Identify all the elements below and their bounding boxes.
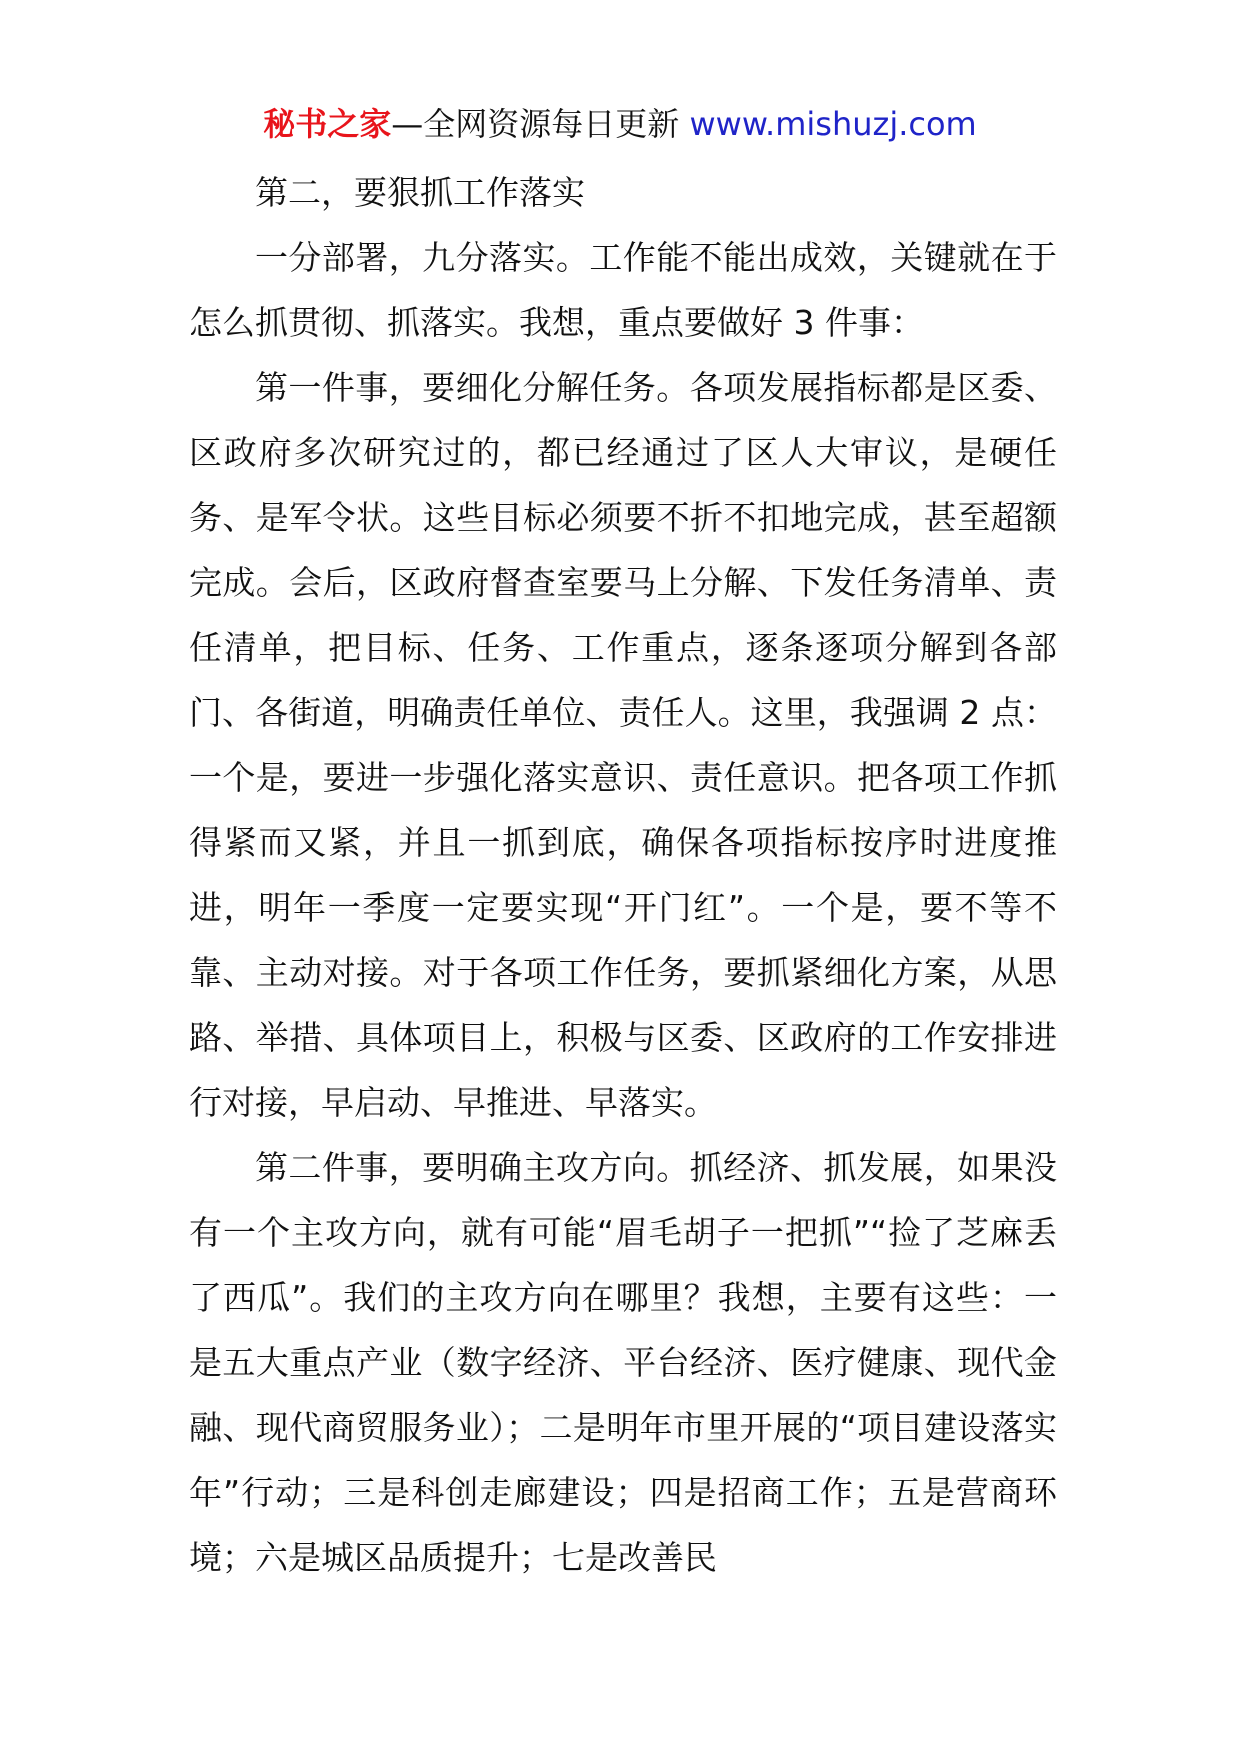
header-tagline: —全网资源每日更新	[391, 105, 680, 143]
document-body	[189, 160, 1057, 1590]
paragraph-task-two: 第二件事，要明确主攻方向。抓经济、抓发展，如果没有一个主攻方向，就有可能“眉毛胡子一把抓”“捡了芝麻丢了西瓜”。我们的主攻方向在哪里？我想，主要有这些：一是五大重点产业（数字经济、平台经济、医疗健康、现代金融、现代商贸服务业）；二是明年市里开展的“项目建设落实年”行动；三是科创走廊建设；四是招商工作；五是营商环境；六是城区品质提升；七是改善民	[189, 1148, 1057, 1577]
paragraph-task-one: 第一件事，要细化分解任务。各项发展指标都是区委、区政府多次研究过的，都已经通过了区人大审议，是硬任务、是军令状。这些目标必须要不折不扣地完成，甚至超额完成。会后，区政府督查室要马上分解、下发任务清单、责任清单，把目标、任务、工作重点，逐条逐项分解到各部门、各街道，明确责任单位、责任人。这里，我强调 2 点：一个是，要进一步强化落实意识、责任意识。把各项工作抓得紧而又紧，并且一抓到底，确保各项指标按序时进度推进，明年一季度一定要实现“开门红”。一个是，要不等不靠、主动对接。对于各项工作任务，要抓紧细化方案，从思路、举措、具体项目上，积极与区委、区政府的工作安排进行对接，早启动、早推进、早落实。	[189, 368, 1057, 1122]
paragraph-intro: 一分部署，九分落实。工作能不能出成效，关键就在于怎么抓贯彻、抓落实。我想，重点要做好 3 件事：	[189, 238, 1057, 342]
site-url[interactable]: www.mishuzj.com	[689, 105, 977, 143]
page-header	[0, 100, 1240, 148]
brand-name: 秘书之家	[263, 105, 392, 143]
section-heading: 第二，要狠抓工作落实	[255, 173, 585, 212]
